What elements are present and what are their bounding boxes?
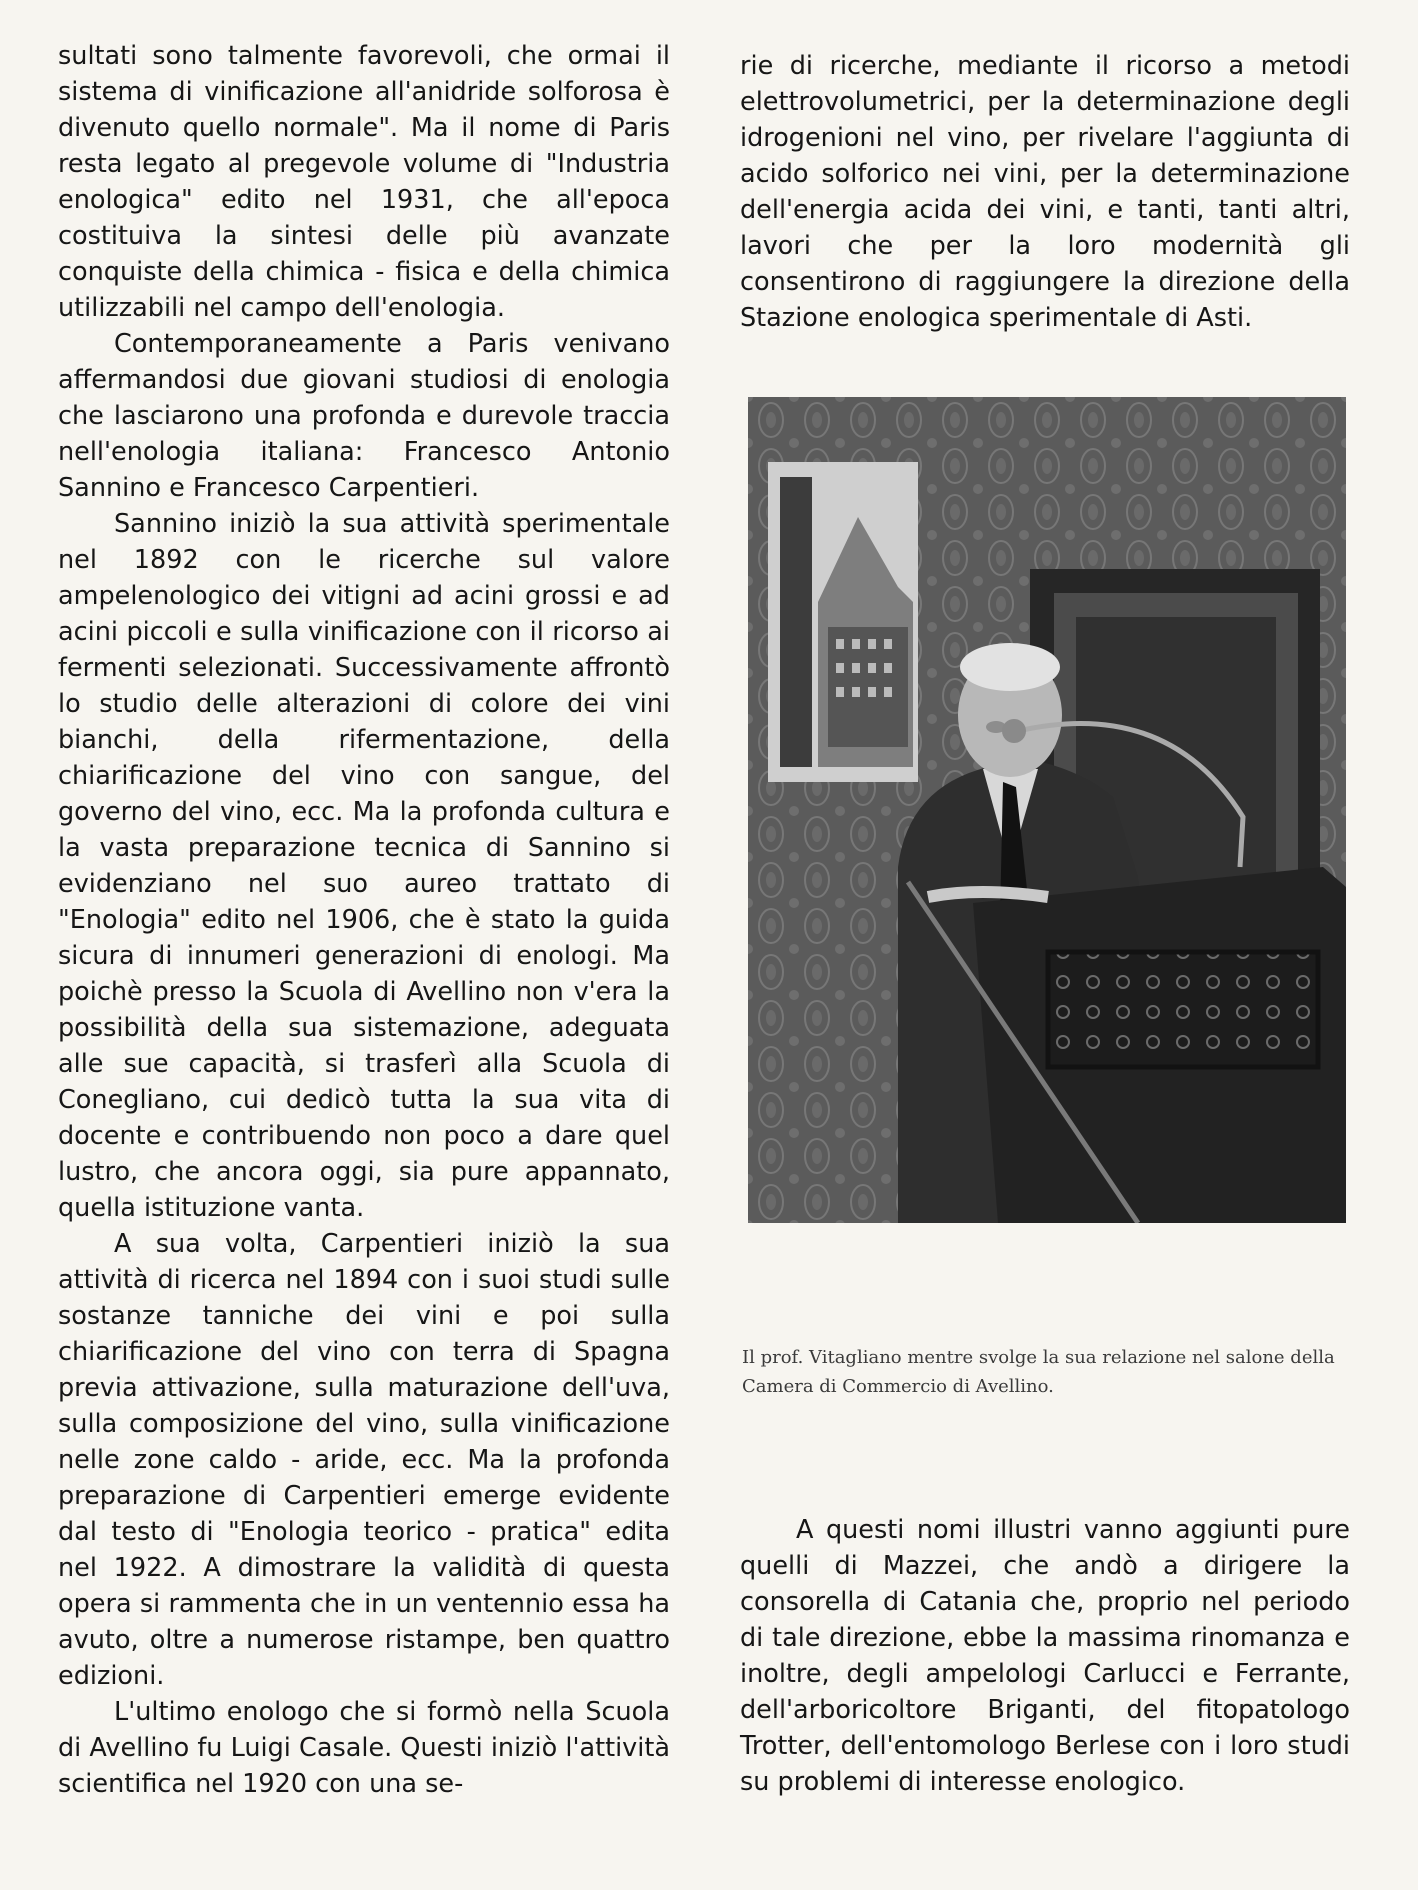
paragraph-other-names: A questi nomi illustri vanno aggiunti pure quelli di Mazzei, che andò a dirigere la consorella di Catania che, proprio nel periodo di tale direzione, ebbe la massima rinomanza e inoltre, degli ampelologi Carlucci e Ferrante, dell'arboricoltore Briganti, del fitopatologo Trotter, dell'entomologo Berlese con i loro studi su problemi di interesse enologico.: [740, 1515, 1350, 1797]
paragraph-sannino: Sannino iniziò la sua attività sperimentale nel 1892 con le ricerche sul valore ampelenologico dei vitigni ad acini grossi e ad acini piccoli e sulla vinificazione con il ricorso ai fermenti selezionati. Successivamente affrontò lo studio delle alterazioni di colore dei vini bianchi, della rifermentazione, della chiarificazione del vino con sangue, del governo del vino, ecc. Ma la profonda cultura e la vasta preparazione tecnica di Sannino si evidenziano nel suo aureo trattato di "Enologia" edito nel 1906, che è stato la guida sicura di innumeri generazioni di enologi. Ma poichè presso la Scuola di Avellino non v'era la possibilità della sua sistemazione, adeguata alle sue capacità, si trasferì alla Scuola di Conegliano, cui dedicò tutta la sua vita di docente e contribuendo non poco a dare quel lustro, che ancora oggi, sia pure appannato, quella istituzione vanta.: [58, 509, 670, 1223]
right-column-bottom: [740, 1512, 1350, 1800]
left-column: [58, 38, 670, 1802]
right-column-top: [740, 48, 1350, 336]
photo-caption: Il prof. Vitagliano mentre svolge la sua relazione nel salone della Camera di Commercio di Avellino.: [742, 1347, 1335, 1397]
paragraph-carpentieri: A sua volta, Carpentieri iniziò la sua attività di ricerca nel 1894 con i suoi studi sulle sostanze tanniche dei vini e poi sulla chiarificazione del vino con terra di Spagna previa attivazione, sulla maturazione dell'uva, sulla composizione del vino, sulla vinificazione nelle zone caldo - aride, ecc. Ma la profonda preparazione di Carpentieri emerge evidente dal testo di "Enologia teorico - pratica" edita nel 1922. A dimostrare la validità di questa opera si rammenta che in un ventennio essa ha avuto, oltre a numerose ristampe, ben quattro edizioni.: [58, 1229, 670, 1691]
paragraph-casale-continued: rie di ricerche, mediante il ricorso a metodi elettrovolumetrici, per la determinazione degli idrogenioni nel vino, per rivelare l'aggiunta di acido solforico nei vini, per la determinazione dell'energia acida dei vini, e tanti, tanti altri, lavori che per la loro modernità gli consentirono di raggiungere la direzione della Stazione enologica sperimentale di Asti.: [740, 51, 1350, 333]
paragraph-two-scholars: Contemporaneamente a Paris venivano affermandosi due giovani studiosi di enologia che lasciarono una profonda e durevole traccia nell'enologia italiana: Francesco Antonio Sannino e Francesco Carpentieri.: [58, 329, 670, 503]
photo-speaker-at-lectern: [748, 397, 1346, 1223]
paragraph-casale: L'ultimo enologo che si formò nella Scuola di Avellino fu Luigi Casale. Questi iniziò l'attività scientifica nel 1920 con una se-: [58, 1697, 670, 1799]
paragraph-paris-volume: sultati sono talmente favorevoli, che ormai il sistema di vinificazione all'anidride solforosa è divenuto quello normale". Ma il nome di Paris resta legato al pregevole volume di "Industria enologica" edito nel 1931, che all'epoca costituiva la sintesi delle più avanzate conquiste della chimica - fisica e della chimica utilizzabili nel campo dell'enologia.: [58, 41, 670, 323]
